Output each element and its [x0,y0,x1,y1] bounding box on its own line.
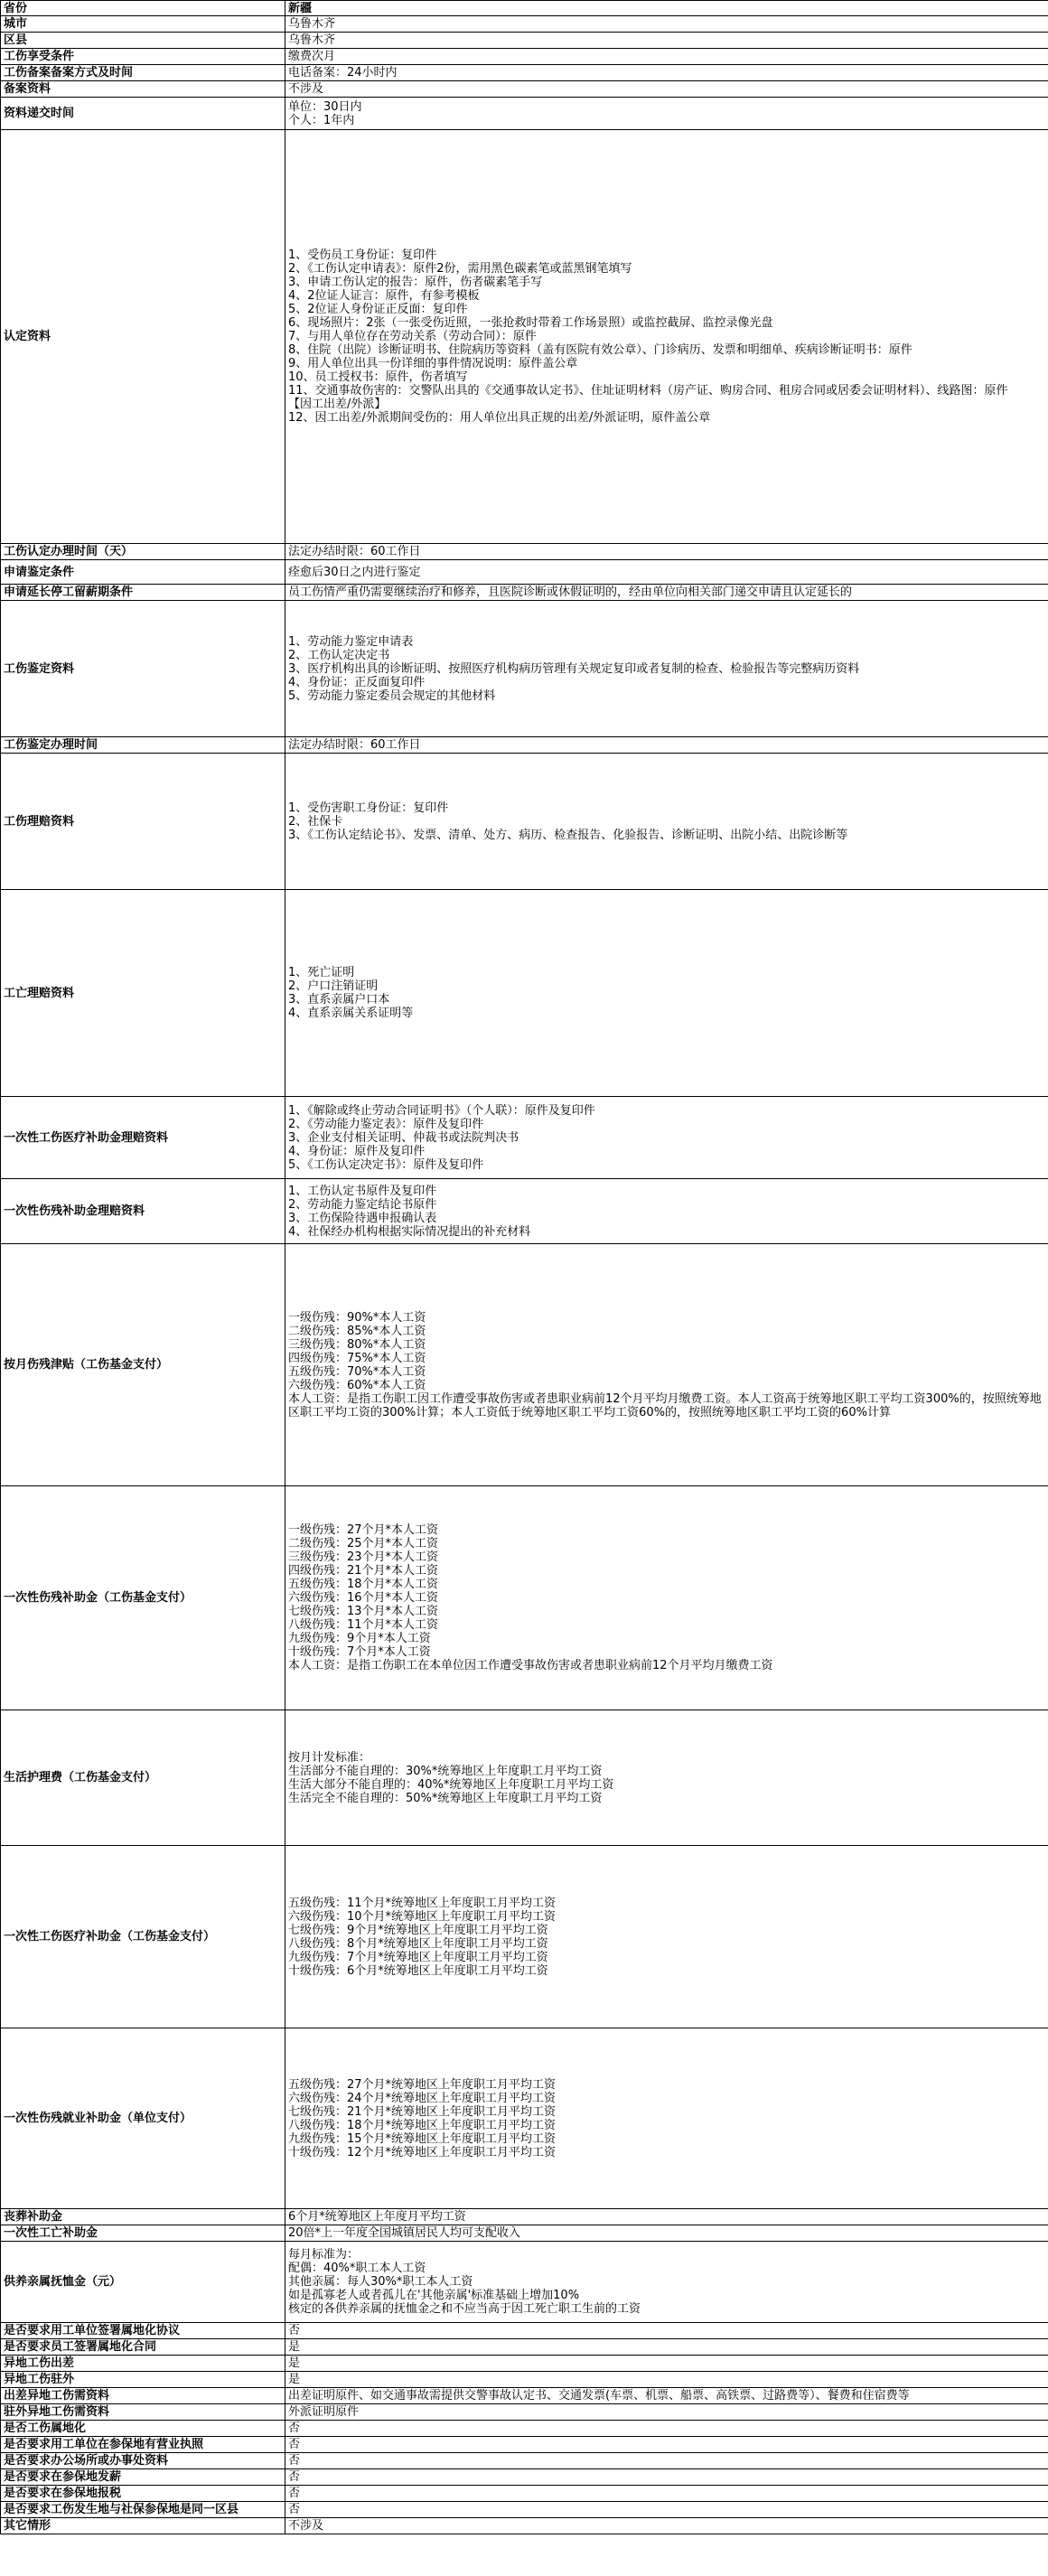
value-line: 九级伤残：7个月*统筹地区上年度职工月平均工资 [288,1950,548,1964]
row-value [285,544,1048,560]
row-label: 其它情形 [1,2518,285,2534]
value-line: 八级伤残：18个月*统筹地区上年度职工月平均工资 [288,2118,557,2132]
row-value [285,49,1048,65]
value-line: 五级伤残：11个月*统筹地区上年度职工月平均工资 [288,1896,557,1910]
table-row [1,33,1048,49]
row-value [285,2502,1048,2518]
row-value [285,601,1048,737]
value-line: 如是孤寡老人或者孤儿在'其他亲属'标准基础上增加10% [288,2289,580,2302]
row-label: 工伤理赔资料 [1,754,285,890]
value-line: 五级伤残：18个月*本人工资 [288,1578,439,1591]
value-line: 2、工伤认定决定书 [288,648,390,662]
table-row [1,585,1048,601]
table-row [1,16,1048,33]
row-label: 一次性工亡补助金 [1,2225,285,2242]
row-value [285,65,1048,81]
value-line: 本人工资：是指工伤职工因工作遭受事故伤害或者患职业病前12个月平均月缴费工资。本人工资高于统筹地区职工平均工资300%的，按照统筹地区职工平均工资的300%计算；本人工资低于统筹地区职工平均工资60%的，按照统筹地区职工平均工资的60%计算 [288,1391,1042,1419]
value-line: 5、2位证人身份证正反面：复印件 [288,303,468,316]
value-line: 不涉及 [288,82,324,96]
value-line: 否 [288,2438,301,2451]
value-line: 乌鲁木齐 [288,33,336,47]
row-label: 区县 [1,33,285,49]
row-value [285,2421,1048,2437]
row-label: 一次性伤残补助金（工伤基金支付） [1,1486,285,1710]
value-line: 10、员工授权书：原件，伤者填写 [288,370,468,384]
row-value [285,2453,1048,2469]
value-line: 二级伤残：85%*本人工资 [288,1324,426,1338]
value-line: 6个月*统筹地区上年度月平均工资 [288,2210,466,2224]
value-line: 是 [288,2373,301,2386]
row-label: 一次性伤残就业补助金（单位支付） [1,2028,285,2209]
table-body [1,1,1048,2534]
row-label: 供养亲属抚恤金（元） [1,2242,285,2323]
value-line: 12、因工出差/外派期间受伤的：用人单位出具正规的出差/外派证明，原件盖公章 [288,411,711,425]
value-line: 7、与用人单位存在劳动关系（劳动合同）：原件 [288,330,537,343]
value-line: 否 [288,2487,301,2500]
value-line: 否 [288,2503,301,2516]
value-line: 新疆 [288,1,313,15]
value-line: 2、劳动能力鉴定结论书原件 [288,1197,437,1212]
row-value [285,2323,1048,2339]
table-row [1,737,1048,754]
value-line: 一级伤残：27个月*本人工资 [288,1523,439,1537]
row-label: 异地工伤驻外 [1,2372,285,2388]
row-value [285,98,1048,130]
row-label: 省份 [1,1,285,16]
row-value [285,2028,1048,2209]
row-value [285,2209,1048,2225]
value-line: 不涉及 [288,2519,324,2533]
value-line: 按月计发标准： [288,1750,371,1765]
value-line: 4、身份证：原件及复印件 [288,1144,426,1158]
value-line: 否 [288,2454,301,2468]
value-line: 每月标准为： [288,2248,360,2262]
row-label: 工伤认定办理时间（天） [1,544,285,560]
value-line: 5、劳动能力鉴定委员会规定的其他材料 [288,688,496,703]
table-row [1,544,1048,560]
value-line: 生活完全不能自理的：50%*统筹地区上年度职工月平均工资 [288,1791,603,1805]
row-value [285,2339,1048,2356]
value-line: 员工伤情严重仍需要继续治疗和修养，且医院诊断或休假证明的，经由单位向相关部门递交申请且认定延长的 [288,585,853,599]
value-line: 九级伤残：9个月*本人工资 [288,1632,431,1645]
value-line: 痊愈后30日之内进行鉴定 [288,565,421,579]
value-line: 4、直系亲属关系证明等 [288,1007,414,1020]
value-line: 1、《解除或终止劳动合同证明书》（个人联）：原件及复印件 [288,1103,595,1118]
table-row [1,2502,1048,2518]
value-line: 其他亲属：每人30%*职工本人工资 [288,2275,473,2289]
row-value [285,2518,1048,2534]
table-row [1,1,1048,16]
row-value [285,1097,1048,1179]
row-value [285,2437,1048,2453]
value-line: 3、工伤保险待遇申报确认表 [288,1211,437,1225]
row-label: 工伤备案备案方式及时间 [1,65,285,81]
table-row [1,81,1048,98]
value-line: 4、2位证人证言：原件，有参考模板 [288,289,480,303]
value-line: 十级伤残：12个月*统筹地区上年度职工月平均工资 [288,2145,557,2159]
value-line: 六级伤残：16个月*本人工资 [288,1591,439,1605]
value-line: 三级伤残：80%*本人工资 [288,1337,426,1352]
row-value [285,2242,1048,2323]
value-line: 七级伤残：13个月*本人工资 [288,1605,439,1618]
row-label: 工伤享受条件 [1,49,285,65]
table-row [1,2323,1048,2339]
value-line: 9、用人单位出具一份详细的事件情况说明：原件盖公章 [288,357,578,370]
table-row [1,601,1048,737]
row-label: 一次性工伤医疗补助金理赔资料 [1,1097,285,1179]
table-row [1,1846,1048,2028]
value-line: 个人：1年内 [288,113,355,127]
row-label: 资料递交时间 [1,98,285,130]
row-label: 生活护理费（工伤基金支付） [1,1710,285,1846]
row-value [285,81,1048,98]
row-value [285,1244,1048,1486]
value-line: 五级伤残：27个月*统筹地区上年度职工月平均工资 [288,2077,557,2092]
value-line: 二级伤残：25个月*本人工资 [288,1537,439,1550]
value-line: 八级伤残：8个月*统筹地区上年度职工月平均工资 [288,1936,548,1951]
row-label: 是否要求办公场所或办事处资料 [1,2453,285,2469]
table-row [1,2242,1048,2323]
row-value [285,2388,1048,2404]
value-line: 核定的各供养亲属的抚恤金之和不应当高于因工死亡职工生前的工资 [288,2302,641,2316]
row-label: 驻外异地工伤需资料 [1,2404,285,2421]
row-label: 工伤鉴定办理时间 [1,737,285,754]
table-row [1,2421,1048,2437]
value-line: 20倍*上一年度全国城镇居民人均可支配收入 [288,2226,521,2240]
table-row [1,2388,1048,2404]
row-label: 一次性工伤医疗补助金（工伤基金支付） [1,1846,285,2028]
value-line: 5、《工伤认定决定书》：原件及复印件 [288,1157,484,1172]
table-row [1,2453,1048,2469]
row-value [285,16,1048,33]
value-line: 七级伤残：21个月*统筹地区上年度职工月平均工资 [288,2104,557,2119]
row-value [285,1846,1048,2028]
table-row [1,890,1048,1097]
row-value [285,2372,1048,2388]
value-line: 一级伤残：90%*本人工资 [288,1310,426,1325]
value-line: 六级伤残：10个月*统筹地区上年度职工月平均工资 [288,1909,557,1924]
value-line: 2、户口注销证明 [288,979,379,993]
row-label: 一次性伤残补助金理赔资料 [1,1179,285,1244]
table-row [1,65,1048,81]
value-line: 三级伤残：23个月*本人工资 [288,1550,439,1564]
value-line: 十级伤残：6个月*统筹地区上年度职工月平均工资 [288,1963,548,1978]
table-row [1,98,1048,130]
value-line: 配偶：40%*职工本人工资 [288,2262,426,2275]
row-label: 是否要求用工单位签署属地化协议 [1,2323,285,2339]
value-line: 11、交通事故伤害的：交警队出具的《交通事故认定书》、住址证明材料（房产证、购房合同、租房合同或居委会证明材料）、线路图：原件 [288,384,1008,398]
row-value [285,2486,1048,2502]
value-line: 七级伤残：9个月*统筹地区上年度职工月平均工资 [288,1923,548,1937]
row-label: 认定资料 [1,130,285,544]
row-value [285,1179,1048,1244]
value-line: 1、受伤员工身份证：复印件 [288,248,437,262]
table-row [1,2437,1048,2453]
row-value [285,130,1048,544]
table-row [1,1244,1048,1486]
value-line: 生活部分不能自理的：30%*统筹地区上年度职工月平均工资 [288,1764,603,1778]
value-line: 本人工资：是指工伤职工在本单位因工作遭受事故伤害或者患职业病前12个月平均月缴费工资 [288,1659,773,1672]
value-line: 4、社保经办机构根据实际情况提出的补充材料 [288,1224,531,1239]
value-line: 1、劳动能力鉴定申请表 [288,634,414,649]
row-value [285,33,1048,49]
table-row [1,2209,1048,2225]
value-line: 1、受伤害职工身份证：复印件 [288,801,449,815]
row-label: 是否要求工伤发生地与社保参保地是同一区县 [1,2502,285,2518]
row-label: 异地工伤出差 [1,2356,285,2372]
table-row [1,2518,1048,2534]
value-line: 外派证明原件 [288,2405,360,2419]
row-label: 是否要求用工单位在参保地有营业执照 [1,2437,285,2453]
value-line: 1、工伤认定书原件及复印件 [288,1184,437,1198]
row-value [285,560,1048,585]
table-row [1,130,1048,544]
value-line: 2、《工伤认定申请表》：原件2份，需用黑色碳素笔或蓝黑钢笔填写 [288,262,632,276]
row-label: 是否要求在参保地报税 [1,2486,285,2502]
table-row [1,1710,1048,1846]
table-row [1,2339,1048,2356]
row-value [285,737,1048,754]
table-row [1,2372,1048,2388]
value-line: 2、社保卡 [288,814,343,829]
value-line: 2、《劳动能力鉴定表》：原件及复印件 [288,1117,484,1131]
value-line: 8、住院（出院）诊断证明书、住院病历等资料（盖有医院有效公章）、门诊病历、发票和明细单、疾病诊断证明书：原件 [288,343,912,357]
row-value [285,1710,1048,1846]
value-line: 否 [288,2324,301,2337]
value-line: 法定办结时限：60工作日 [288,545,421,558]
row-label: 城市 [1,16,285,33]
table-row [1,2404,1048,2421]
table-row [1,560,1048,585]
row-value [285,890,1048,1097]
value-line: 单位：30日内 [288,99,362,114]
row-label: 丧葬补助金 [1,2209,285,2225]
row-value [285,2356,1048,2372]
table-row [1,1179,1048,1244]
value-line: 否 [288,2470,301,2484]
table-row [1,754,1048,890]
value-line: 3、医疗机构出具的诊断证明、按照医疗机构病历管理有关规定复印或者复制的检查、检验报告等完整病历资料 [288,661,860,676]
row-label: 工亡理赔资料 [1,890,285,1097]
table-row [1,1486,1048,1710]
value-line: 是 [288,2356,301,2370]
row-label: 是否要求员工签署属地化合同 [1,2339,285,2356]
table-row [1,2028,1048,2209]
value-line: 电话备案：24小时内 [288,66,398,80]
table-row [1,2225,1048,2242]
value-line: 六级伤残：24个月*统筹地区上年度职工月平均工资 [288,2091,557,2105]
value-line: 3、直系亲属户口本 [288,993,390,1007]
value-line: 八级伤残：11个月*本人工资 [288,1618,439,1632]
value-line: 3、申请工伤认定的报告：原件，伤者碳素笔手写 [288,276,543,289]
row-value [285,754,1048,890]
row-value [285,1,1048,16]
row-label: 是否要求在参保地发薪 [1,2469,285,2486]
value-line: 否 [288,2421,301,2435]
value-line: 十级伤残：7个月*本人工资 [288,1645,431,1659]
table-row [1,1097,1048,1179]
row-value [285,1486,1048,1710]
value-line: 乌鲁木齐 [288,17,336,31]
value-line: 缴费次月 [288,50,336,63]
value-line: 3、企业支付相关证明、仲裁书或法院判决书 [288,1130,519,1145]
table-row [1,2469,1048,2486]
value-line: 6、现场照片：2张（一张受伤近照，一张抢救时带着工作场景照）或监控截屏、监控录像光盘 [288,316,773,330]
row-label: 按月伤残津贴（工伤基金支付） [1,1244,285,1486]
value-line: 【因工出差/外派】 [288,398,387,411]
value-line: 四级伤残：75%*本人工资 [288,1351,426,1365]
table-row [1,49,1048,65]
row-label: 是否工伤属地化 [1,2421,285,2437]
value-line: 五级伤残：70%*本人工资 [288,1364,426,1379]
row-label: 申请延长停工留薪期条件 [1,585,285,601]
value-line: 出差证明原件、如交通事故需提供交警事故认定书、交通发票(车票、机票、船票、高铁票、过路费等）、餐费和住宿费等 [288,2389,910,2403]
row-value [285,585,1048,601]
value-line: 九级伤残：15个月*统筹地区上年度职工月平均工资 [288,2131,557,2146]
value-line: 法定办结时限：60工作日 [288,738,421,752]
row-label: 备案资料 [1,81,285,98]
row-value [285,2225,1048,2242]
table-row [1,2486,1048,2502]
row-value [285,2404,1048,2421]
row-label: 申请鉴定条件 [1,560,285,585]
value-line: 是 [288,2340,301,2354]
row-label: 出差异地工伤需资料 [1,2388,285,2404]
value-line: 4、身份证：正反面复印件 [288,675,426,689]
row-label: 工伤鉴定资料 [1,601,285,737]
row-value [285,2469,1048,2486]
table-row [1,2356,1048,2372]
value-line: 1、死亡证明 [288,966,355,979]
value-line: 四级伤残：21个月*本人工资 [288,1564,439,1578]
value-line: 3、《工伤认定结论书》、发票、清单、处方、病历、检查报告、化验报告、诊断证明、出院小结、出院诊断等 [288,828,848,842]
value-line: 六级伤残：60%*本人工资 [288,1378,426,1392]
value-line: 生活大部分不能自理的：40%*统筹地区上年度职工月平均工资 [288,1777,614,1792]
